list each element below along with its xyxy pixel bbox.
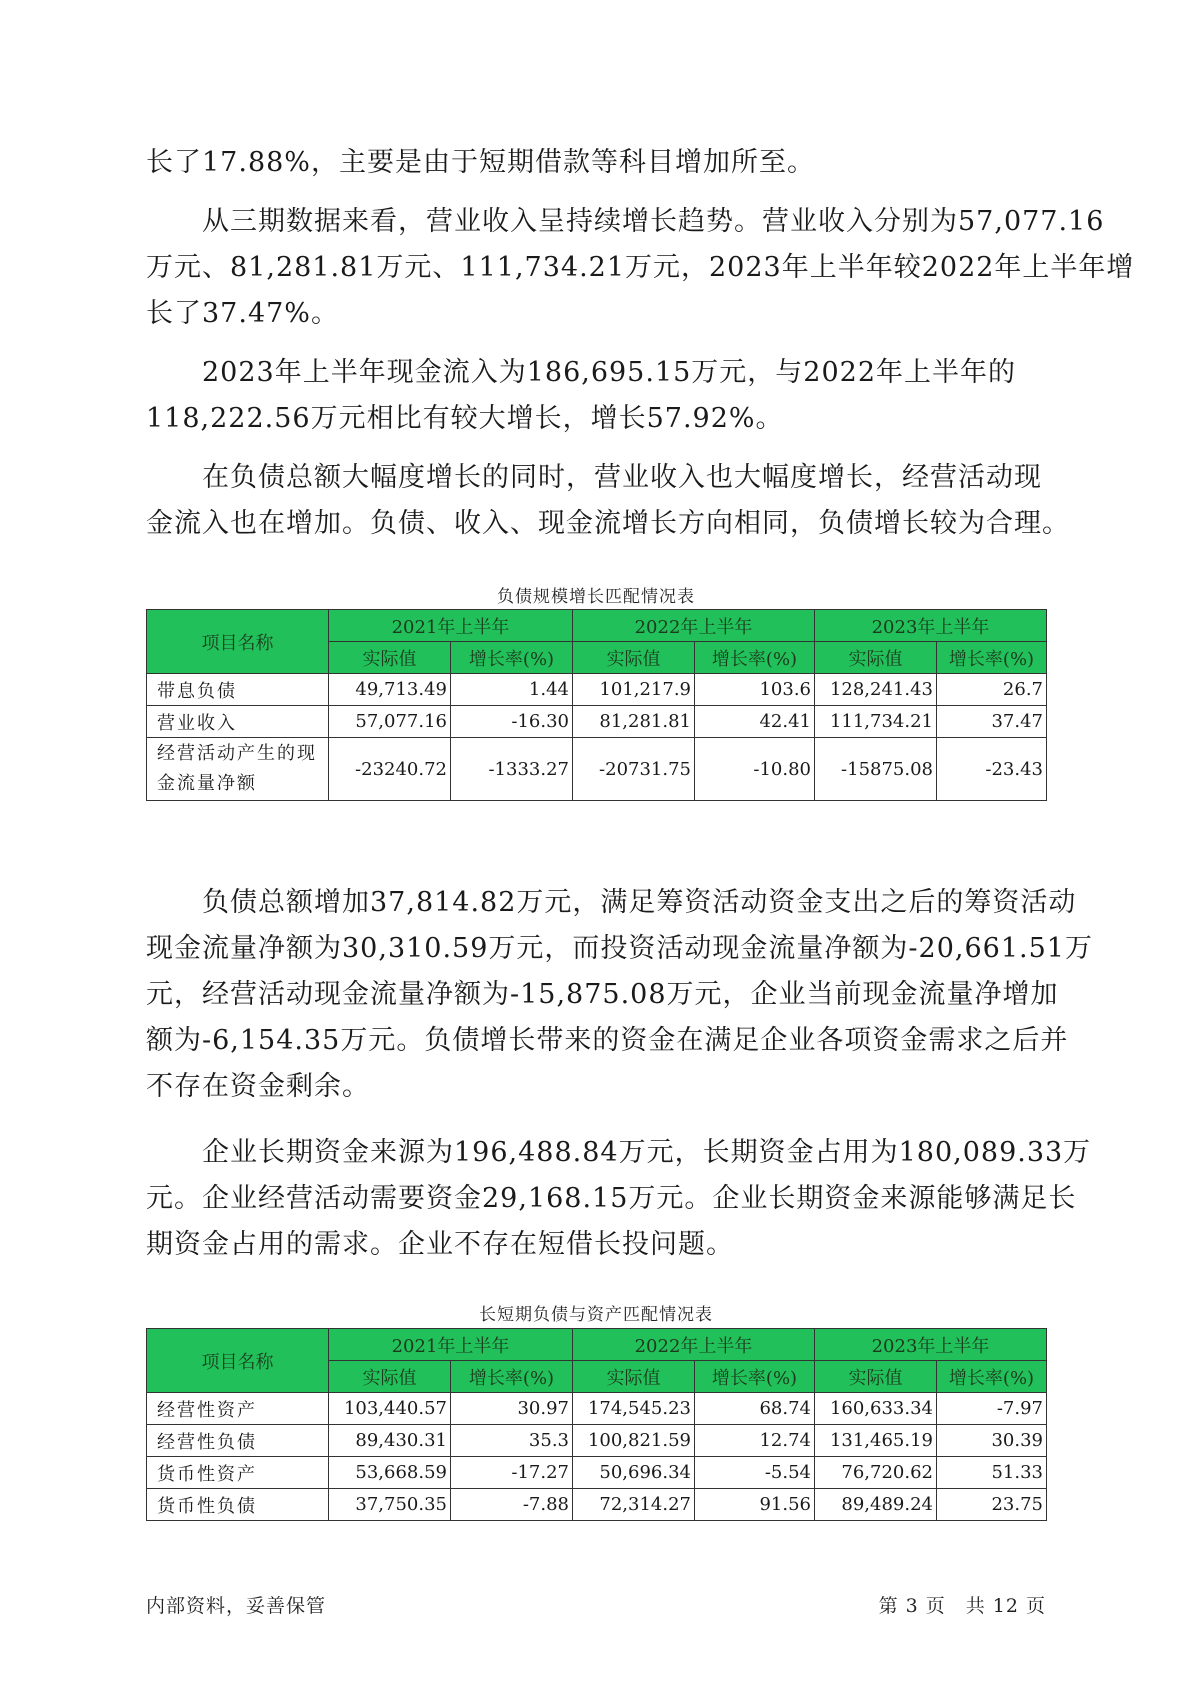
header-actual-value: 实际值 bbox=[815, 1361, 937, 1393]
row-name: 货币性资产 bbox=[147, 1457, 329, 1489]
cell: 111,734.21 bbox=[815, 706, 937, 738]
cell: 51.33 bbox=[937, 1457, 1047, 1489]
cell: -15875.08 bbox=[815, 738, 937, 801]
paragraph-4 bbox=[146, 455, 1076, 547]
text-line: 万元、81,281.81万元、111,734.21万元，2023年上半年较2022年上半年增 bbox=[146, 252, 1135, 283]
footer-page-number: 第 3 页 共 12 页 bbox=[878, 1595, 1046, 1617]
row-name: 货币性负债 bbox=[147, 1489, 329, 1521]
text-line: 长了37.47%。 bbox=[146, 298, 339, 329]
row-name: 经营性负债 bbox=[147, 1425, 329, 1457]
cell: 57,077.16 bbox=[329, 706, 451, 738]
row-name: 经营活动产生的现金流量净额 bbox=[147, 738, 329, 801]
cell: 50,696.34 bbox=[573, 1457, 695, 1489]
header-growth-rate: 增长率(%) bbox=[937, 642, 1047, 674]
cell: 89,430.31 bbox=[329, 1425, 451, 1457]
cell: 76,720.62 bbox=[815, 1457, 937, 1489]
header-actual-value: 实际值 bbox=[329, 642, 451, 674]
header-growth-rate: 增长率(%) bbox=[695, 642, 815, 674]
cell: 68.74 bbox=[695, 1393, 815, 1425]
text-line: 2023年上半年现金流入为186,695.15万元，与2022年上半年的 bbox=[146, 357, 1017, 388]
paragraph-3 bbox=[146, 350, 1076, 442]
header-growth-rate: 增长率(%) bbox=[451, 1361, 573, 1393]
table-row bbox=[147, 674, 1047, 706]
text-line: 期资金占用的需求。企业不存在短借长投问题。 bbox=[146, 1229, 734, 1260]
cell: 101,217.9 bbox=[573, 674, 695, 706]
text-line: 现金流量净额为30,310.59万元，而投资活动现金流量净额为-20,661.51万 bbox=[146, 933, 1093, 964]
paragraph-2 bbox=[146, 199, 1135, 337]
row-name: 经营性资产 bbox=[147, 1393, 329, 1425]
cell: -16.30 bbox=[451, 706, 573, 738]
header-period-2022: 2022年上半年 bbox=[573, 1329, 815, 1361]
cell: -17.27 bbox=[451, 1457, 573, 1489]
header-period-2022: 2022年上半年 bbox=[573, 610, 815, 642]
cell: -5.54 bbox=[695, 1457, 815, 1489]
cell: 103,440.57 bbox=[329, 1393, 451, 1425]
header-item-name: 项目名称 bbox=[147, 1329, 329, 1393]
cell: 26.7 bbox=[937, 674, 1047, 706]
cell: -10.80 bbox=[695, 738, 815, 801]
cell: 100,821.59 bbox=[573, 1425, 695, 1457]
text-line: 118,222.56万元相比有较大增长，增长57.92%。 bbox=[146, 403, 784, 434]
cell: 160,633.34 bbox=[815, 1393, 937, 1425]
cell: -1333.27 bbox=[451, 738, 573, 801]
cell: 131,465.19 bbox=[815, 1425, 937, 1457]
header-actual-value: 实际值 bbox=[815, 642, 937, 674]
cell: -23240.72 bbox=[329, 738, 451, 801]
asset-liability-match-table bbox=[146, 1328, 1047, 1521]
table-row bbox=[147, 706, 1047, 738]
cell: 42.41 bbox=[695, 706, 815, 738]
cell: 91.56 bbox=[695, 1489, 815, 1521]
header-growth-rate: 增长率(%) bbox=[695, 1361, 815, 1393]
header-actual-value: 实际值 bbox=[329, 1361, 451, 1393]
table-row bbox=[147, 1457, 1047, 1489]
cell: -20731.75 bbox=[573, 738, 695, 801]
text-line: 元，经营活动现金流量净额为-15,875.08万元，企业当前现金流量净增加 bbox=[146, 979, 1059, 1010]
row-name: 营业收入 bbox=[147, 706, 329, 738]
cell: 30.97 bbox=[451, 1393, 573, 1425]
table-caption: 负债规模增长匹配情况表 bbox=[497, 587, 695, 607]
header-growth-rate: 增长率(%) bbox=[451, 642, 573, 674]
cell: 1.44 bbox=[451, 674, 573, 706]
text-line: 额为-6,154.35万元。负债增长带来的资金在满足企业各项资金需求之后并 bbox=[146, 1025, 1069, 1056]
table-row bbox=[147, 1489, 1047, 1521]
cell: 72,314.27 bbox=[573, 1489, 695, 1521]
table-row bbox=[147, 1425, 1047, 1457]
text-line: 长了17.88%，主要是由于短期借款等科目增加所至。 bbox=[146, 147, 815, 178]
paragraph-5 bbox=[146, 880, 1093, 1110]
cell: -7.88 bbox=[451, 1489, 573, 1521]
cell: 103.6 bbox=[695, 674, 815, 706]
header-period-2023: 2023年上半年 bbox=[815, 1329, 1047, 1361]
header-item-name: 项目名称 bbox=[147, 610, 329, 674]
text-line: 企业长期资金来源为196,488.84万元，长期资金占用为180,089.33万 bbox=[146, 1137, 1092, 1168]
table-caption: 长短期负债与资产匹配情况表 bbox=[479, 1305, 713, 1325]
text-line: 不存在资金剩余。 bbox=[146, 1071, 370, 1102]
header-actual-value: 实际值 bbox=[573, 642, 695, 674]
cell: 174,545.23 bbox=[573, 1393, 695, 1425]
text-line: 负债总额增加37,814.82万元，满足筹资活动资金支出之后的筹资活动 bbox=[146, 887, 1077, 918]
header-growth-rate: 增长率(%) bbox=[937, 1361, 1047, 1393]
cell: 35.3 bbox=[451, 1425, 573, 1457]
cell: 89,489.24 bbox=[815, 1489, 937, 1521]
footer-confidential-note: 内部资料，妥善保管 bbox=[146, 1595, 327, 1617]
row-name: 带息负债 bbox=[147, 674, 329, 706]
cell: 128,241.43 bbox=[815, 674, 937, 706]
cell: -7.97 bbox=[937, 1393, 1047, 1425]
text-line: 金流入也在增加。负债、收入、现金流增长方向相同，负债增长较为合理。 bbox=[146, 508, 1070, 539]
paragraph-6 bbox=[146, 1130, 1092, 1268]
cell: 81,281.81 bbox=[573, 706, 695, 738]
debt-growth-table bbox=[146, 609, 1047, 801]
text-line: 从三期数据来看，营业收入呈持续增长趋势。营业收入分别为57,077.16 bbox=[146, 206, 1105, 237]
cell: 30.39 bbox=[937, 1425, 1047, 1457]
table-row bbox=[147, 738, 1047, 801]
header-period-2021: 2021年上半年 bbox=[329, 610, 573, 642]
cell: 53,668.59 bbox=[329, 1457, 451, 1489]
text-line: 元。企业经营活动需要资金29,168.15万元。企业长期资金来源能够满足长 bbox=[146, 1183, 1077, 1214]
table-row bbox=[147, 1393, 1047, 1425]
cell: 23.75 bbox=[937, 1489, 1047, 1521]
header-period-2021: 2021年上半年 bbox=[329, 1329, 573, 1361]
cell: 37,750.35 bbox=[329, 1489, 451, 1521]
cell: 49,713.49 bbox=[329, 674, 451, 706]
cell: 12.74 bbox=[695, 1425, 815, 1457]
cell: 37.47 bbox=[937, 706, 1047, 738]
header-period-2023: 2023年上半年 bbox=[815, 610, 1047, 642]
text-line: 在负债总额大幅度增长的同时，营业收入也大幅度增长，经营活动现 bbox=[146, 462, 1042, 493]
cell: -23.43 bbox=[937, 738, 1047, 801]
header-actual-value: 实际值 bbox=[573, 1361, 695, 1393]
paragraph-1 bbox=[146, 140, 1076, 186]
